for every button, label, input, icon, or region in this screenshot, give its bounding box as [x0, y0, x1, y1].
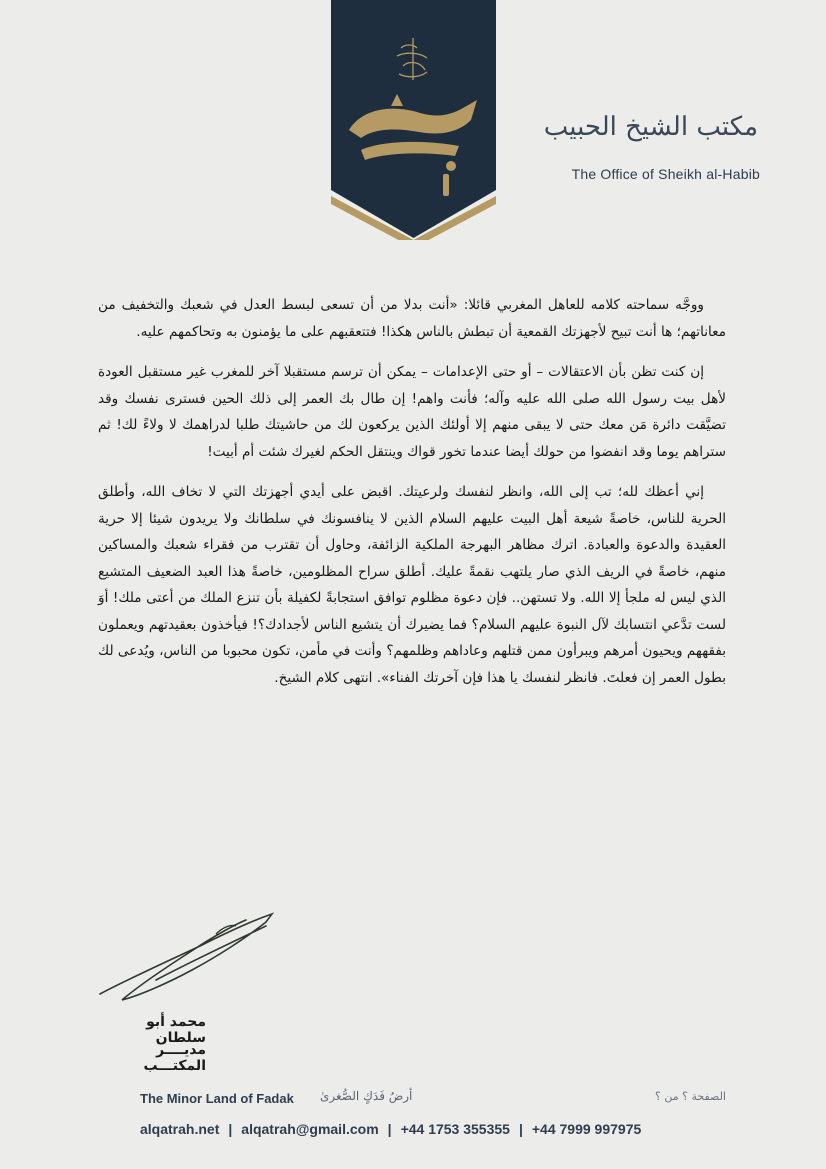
handwritten-signature: [96, 910, 278, 1005]
separator: |: [518, 1121, 523, 1137]
mobile-number[interactable]: +44 7999 997975: [531, 1121, 642, 1137]
separator: |: [228, 1121, 233, 1137]
signatory-name: محمد أبو سلطان: [146, 1014, 206, 1046]
phone-number[interactable]: +44 1753 355355: [400, 1121, 510, 1137]
paragraph: ووجَّه سماحته كلامه للعاهل المغربي قائلا: «أنت بدلا من أن تسعى لبسط العدل في شعبك والتخفيف من معاناتهم؛ ها أنت تبيح لأجهزتك القمعية أن تبطش بالناس هكذا! فتتعقبهم على ما يؤمنون به وتحاكمهم عليه.: [98, 297, 726, 340]
signatory-title: مديــــر المكتـــب: [143, 1042, 206, 1074]
paragraph: إن كنت تظن بأن الاعتقالات – أو حتى الإعدامات – يمكن أن ترسم مستقبلا آخر للمغرب غير مستقبل العودة لأهل بيت رسول الله صلى الله عليه وآله؛ فأنت واهم! إن طال بك العمر إلى ذلك الحين فسترى نفسك وقد تضيَّقت دائرة مَن معك حتى لا يبقى منهم إلا أولئك الذين يركعون لك من حاشيتك طلبا لدراهمك لا ولاءً لك! ثم ستراهم يوما وقد انفضوا من حولك أيضا عندما تخور قواك وينتقل الحكم لغيرك شئت أم أبيت!: [98, 364, 726, 460]
footer-land-arabic: أرضُ فَدَكٍ الصُّغرىٰ: [320, 1089, 413, 1103]
separator: |: [387, 1121, 392, 1137]
page-number-label: الصفحة ؟ من ؟: [655, 1090, 726, 1103]
contact-line: [140, 1121, 641, 1137]
office-name-arabic: مكتب الشيخ الحبيب: [543, 112, 758, 142]
footer-land-english: The Minor Land of Fadak: [140, 1091, 294, 1106]
header-banner: [331, 0, 496, 240]
paragraph: إني أعظك لله؛ تب إلى الله، وانظر لنفسك ولرعيتك. اقبض على أيدي أجهزتك التي لا تخاف الله، وأطلق الحرية للناس، خاصةً شيعة أهل البيت عليهم السلام الذين لا ينافسونك في سلطانك ولا يريدون شيئا إلا حرية العقيدة والدعوة والعبادة. اترك مظاهر البهرجة الملكية الزائفة، وحاول أن تقترب من فقراء شعبك والمساكين منهم، خاصةً في الريف الذي صار يلتهب نقمةً عليك. أطلق سراح المظلومين، خاصةً هذا العبد الضعيف المتشيع الذي ليس له ملجأ إلا الله. ولا تستهن.. فإن دعوة مظلوم توافق استجابةً لكفيلة بأن تنزع الملك من أعتى ملك! أوَ لست تدَّعي انتسابك لآل النبوة عليهم السلام؟ فما يضيرك أن يتشيع الناس لأجدادك؟! فيأخذون بعقيدتهم ويعملون بفقههم ويحيون أمرهم ويبرأون ممن قتلهم وعاداهم وظلمهم؟ وأنت في مأمن، تكون محبوبا من الناس، ويُدعى لك بطول العمر إن فعلتَ. فانظر لنفسك يا هذا فإن آخرتك الفناء». انتهى كلام الشيخ.: [97, 484, 726, 686]
website-link[interactable]: alqatrah.net: [140, 1121, 220, 1137]
email-link[interactable]: alqatrah@gmail.com: [241, 1121, 379, 1137]
office-name-english: The Office of Sheikh al-Habib: [571, 166, 760, 182]
letter-body: [98, 292, 726, 705]
